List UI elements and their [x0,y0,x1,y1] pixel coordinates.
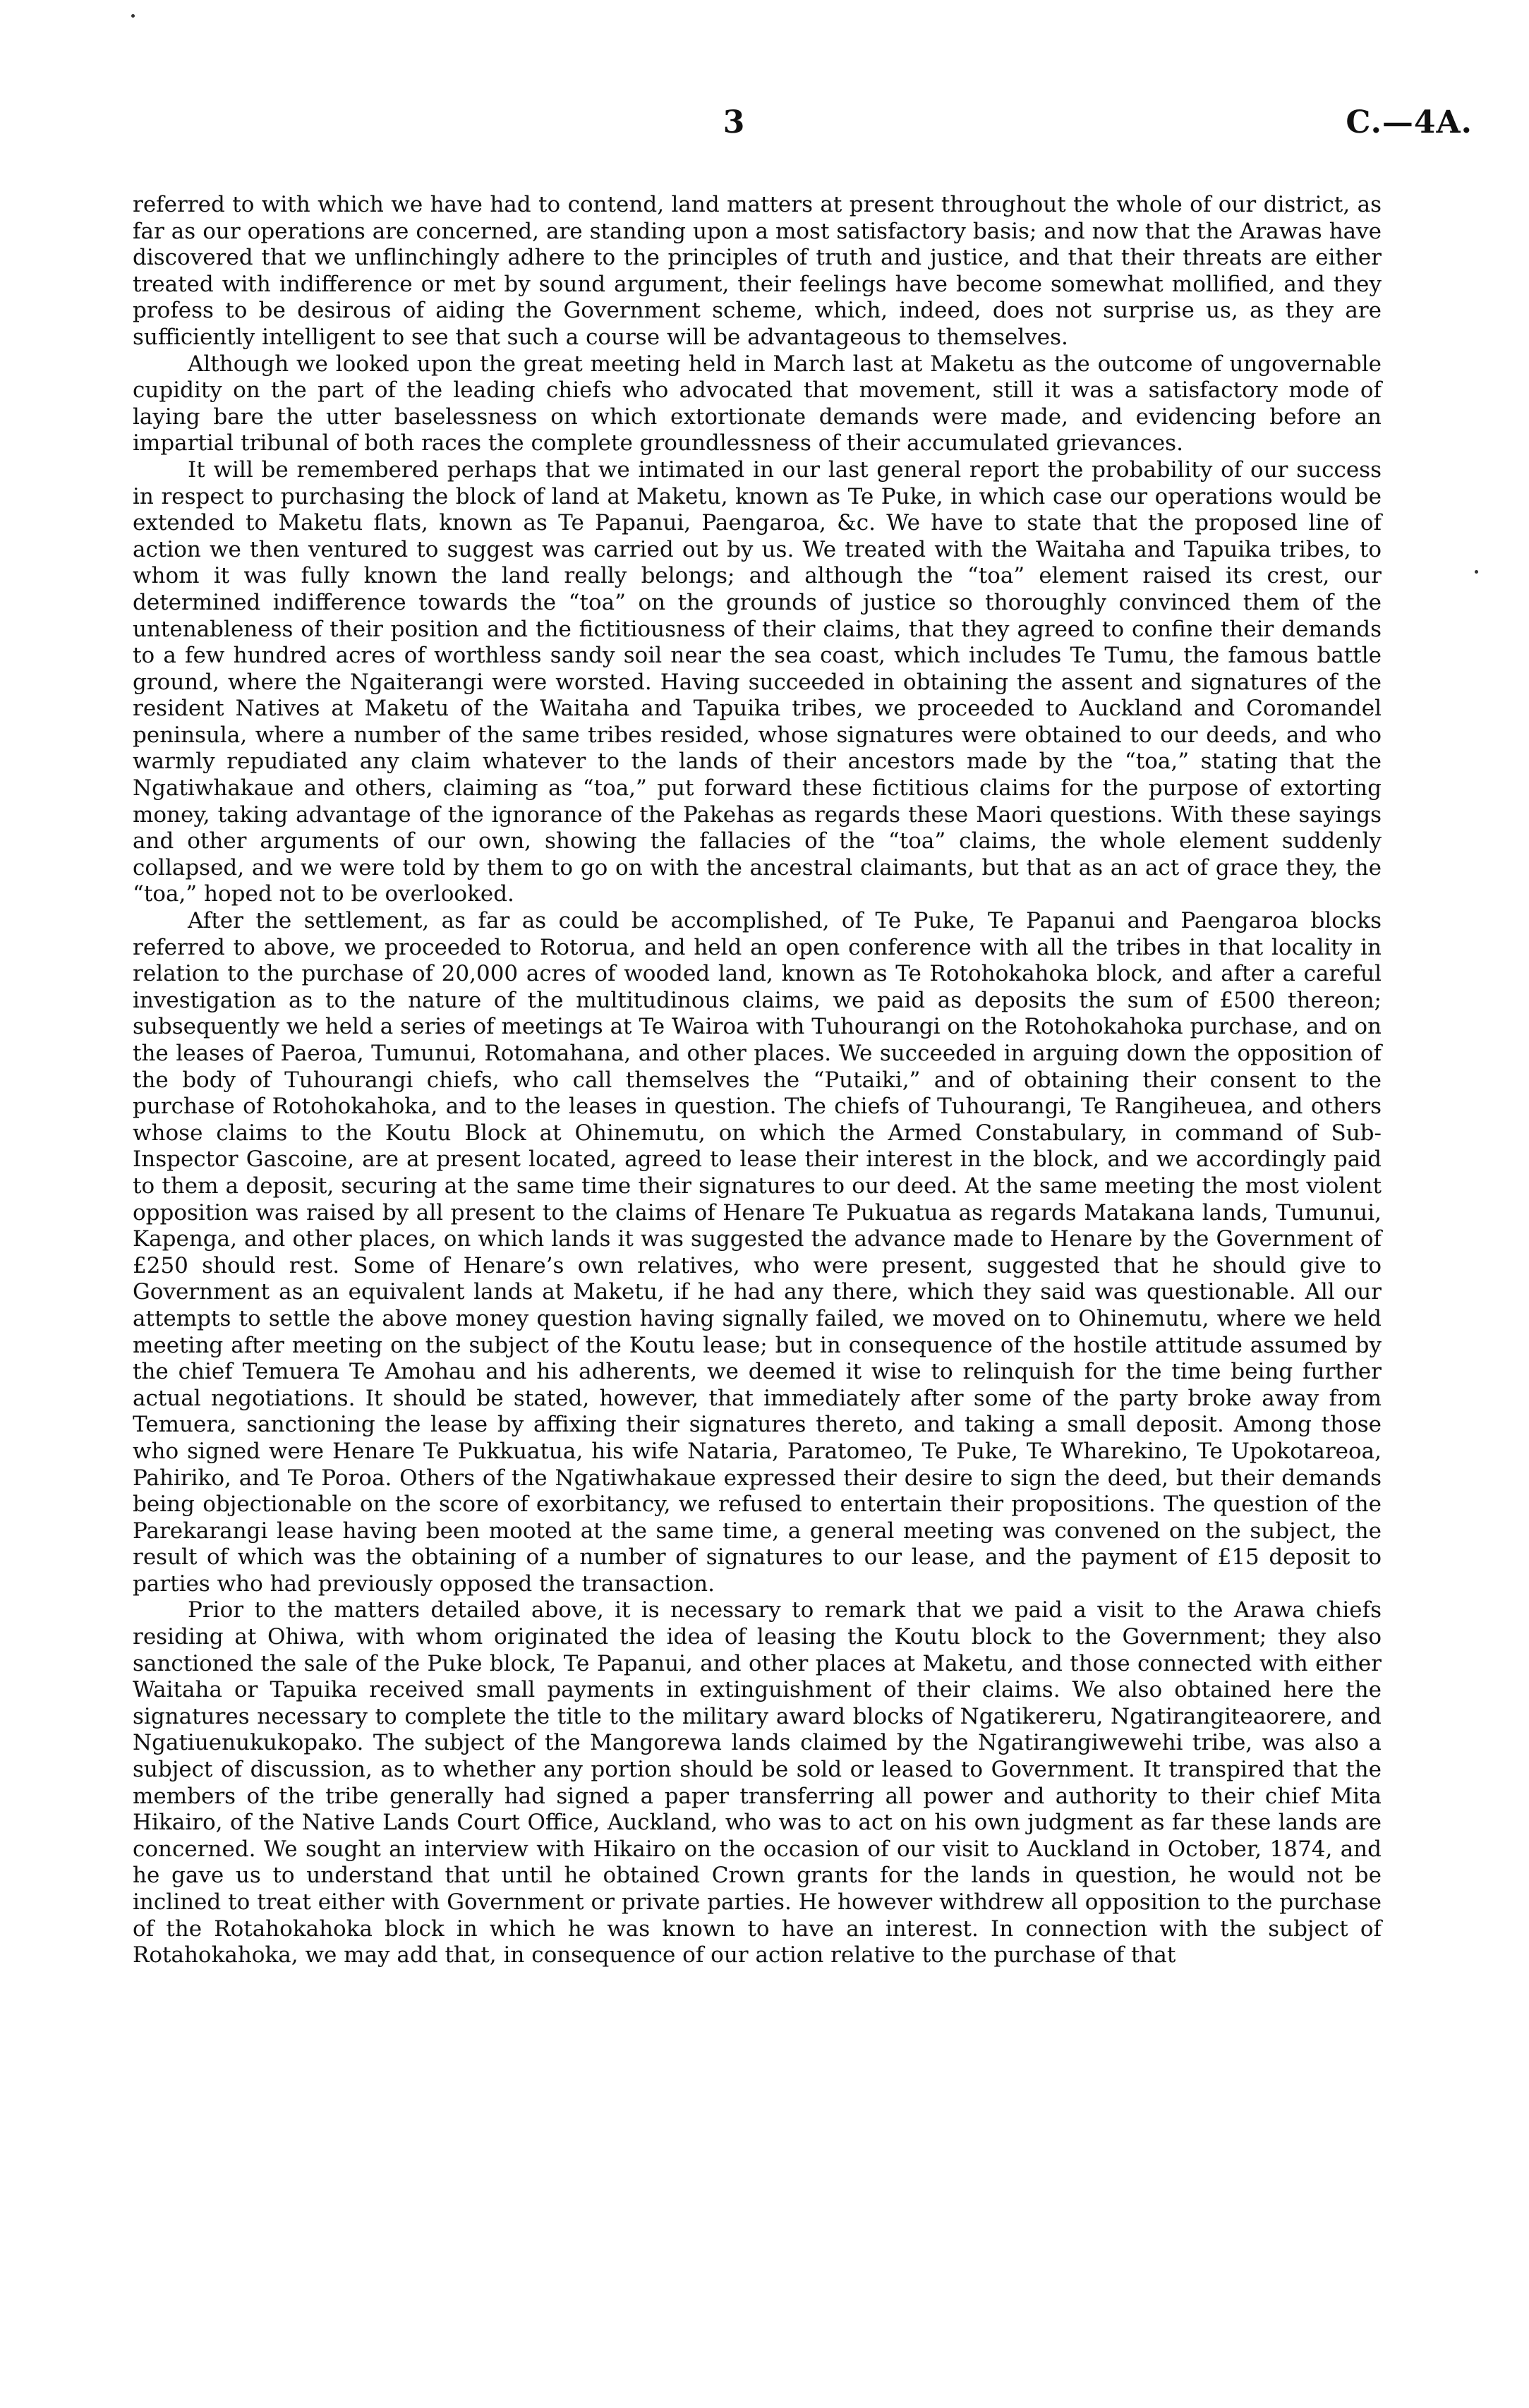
paragraph: Prior to the matters detailed above, it is necessary to remark that we paid a visit to the Arawa chiefs residing at Ohiwa, with whom originated the idea of leasing the Koutu block to the Government; they also sanctioned the sale of the Puke block, Te Papanui, and other places at Maketu, and those connected with either Waitaha or Tapuika received small payments in extinguishment of their claims. We also obtained here the signatures necessary to complete the title to the military award blocks of Ngatikereru, Ngatirangiteaorere, and Ngatiuenukukopako. The subject of the Mangorewa lands claimed by the Ngatirangiwewehi tribe, was also a subject of discussion, as to whether any portion should be sold or leased to Government. It transpired that the members of the tribe generally had signed a paper transferring all power and authority to their chief Mita Hikairo, of the Native Lands Court Office, Auckland, who was to act on his own judgment as far these lands are concerned. We sought an interview with Hikairo on the occasion of our visit to Auckland in October, 1874, and he gave us to understand that until he obtained Crown grants for the lands in question, he would not be inclined to treat either with Government or private parties. He however withdrew all opposition to the purchase of the Rotahokahoka block in which he was known to have an interest. In connection with the subject of Rotahokahoka, we may add that, in consequence of our action relative to the purchase of that [133,1597,1382,1968]
page-header [0,104,1529,147]
document-reference: C.—4A. [1346,104,1473,140]
paragraph: Although we looked upon the great meeting held in March last at Maketu as the outcome of ungovernable cupidity on the part of the leading chiefs who advocated that movement, still it was a satisfactory mode of laying bare the utter baselessness on which extortionate demands were made, and evidencing before an impartial tribunal of both races the complete groundlessness of their accumulated grievances. [133,351,1382,456]
body-text [133,192,1382,1969]
scan-speck [131,14,135,18]
scan-speck [1475,570,1478,574]
paragraph: referred to with which we have had to contend, land matters at present throughout the whole of our district, as far as our operations are concerned, are standing upon a most satisfactory basis; and now that the Arawas have discovered that we unflinchingly adhere to the principles of truth and justice, and that their threats are either treated with indifference or met by sound argument, their feelings have become somewhat mollified, and they profess to be desirous of aiding the Government scheme, which, indeed, does not surprise us, as they are sufficiently intelligent to see that such a course will be advantageous to themselves. [133,192,1382,350]
page-number: 3 [723,104,745,140]
paragraph: It will be remembered perhaps that we intimated in our last general report the probability of our success in respect to purchasing the block of land at Maketu, known as Te Puke, in which case our operations would be extended to Maketu flats, known as Te Papanui, Paengaroa, &c. We have to state that the proposed line of action we then ventured to suggest was carried out by us. We treated with the Waitaha and Tapuika tribes, to whom it was fully known the land really belongs; and although the “toa” element raised its crest, our determined indifference towards the “toa” on the grounds of justice so thoroughly convinced them of the untenableness of their position and the fictitiousness of their claims, that they agreed to confine their demands to a few hundred acres of worthless sandy soil near the sea coast, which includes Te Tumu, the famous battle ground, where the Ngaiterangi were worsted. Having succeeded in obtaining the assent and signatures of the resident Natives at Maketu of the Waitaha and Tapuika tribes, we proceeded to Auckland and Coromandel peninsula, where a number of the same tribes resided, whose signatures were obtained to our deeds, and who warmly repudiated any claim whatever to the lands of their ancestors made by the “toa,” stating that the Ngatiwhakaue and others, claiming as “toa,” put forward these fictitious claims for the purpose of extorting money, taking advantage of the ignorance of the Pakehas as regards these Maori questions. With these sayings and other arguments of our own, showing the fallacies of the “toa” claims, the whole element suddenly collapsed, and we were told by them to go on with the ancestral claimants, but that as an act of grace they, the “toa,” hoped not to be overlooked. [133,456,1382,907]
paragraph: After the settlement, as far as could be accomplished, of Te Puke, Te Papanui and Paengaroa blocks referred to above, we proceeded to Rotorua, and held an open conference with all the tribes in that locality in relation to the purchase of 20,000 acres of wooded land, known as Te Rotohokahoka block, and after a careful investigation as to the nature of the multitudinous claims, we paid as deposits the sum of £500 thereon; subsequently we held a series of meetings at Te Wairoa with Tuhourangi on the Rotohokahoka purchase, and on the leases of Paeroa, Tumunui, Rotomahana, and other places. We succeeded in arguing down the opposition of the body of Tuhourangi chiefs, who call themselves the “Putaiki,” and of obtaining their consent to the purchase of Rotohokahoka, and to the leases in question. The chiefs of Tuhourangi, Te Rangiheuea, and others whose claims to the Koutu Block at Ohinemutu, on which the Armed Constabulary, in command of Sub-Inspector Gascoine, are at present located, agreed to lease their interest in the block, and we accordingly paid to them a deposit, securing at the same time their signatures to our deed. At the same meeting the most violent opposition was raised by all present to the claims of Henare Te Pukuatua as regards Matakana lands, Tumunui, Kapenga, and other places, on which lands it was suggested the advance made to Henare by the Government of £250 should rest. Some of Henare’s own relatives, who were present, suggested that he should give to Government as an equivalent lands at Maketu, if he had any there, which they said was questionable. All our attempts to settle the above money question having signally failed, we moved on to Ohinemutu, where we held meeting after meeting on the subject of the Koutu lease; but in consequence of the hostile attitude assumed by the chief Temuera Te Amohau and his adherents, we deemed it wise to relinquish for the time being further actual negotiations. It should be stated, however, that immediately after some of the party broke away from Temuera, sanctioning the lease by affixing their signatures thereto, and taking a small deposit. Among those who signed were Henare Te Pukkuatua, his wife Nataria, Paratomeo, Te Puke, Te Wharekino, Te Upokotareoa, Pahiriko, and Te Poroa. Others of the Ngatiwhakaue expressed their desire to sign the deed, but their demands being objectionable on the score of exorbitancy, we refused to entertain their propositions. The question of the Parekarangi lease having been mooted at the same time, a general meeting was convened on the subject, the result of which was the obtaining of a number of signatures to our lease, and the payment of £15 deposit to parties who had previously opposed the transaction. [133,908,1382,1597]
